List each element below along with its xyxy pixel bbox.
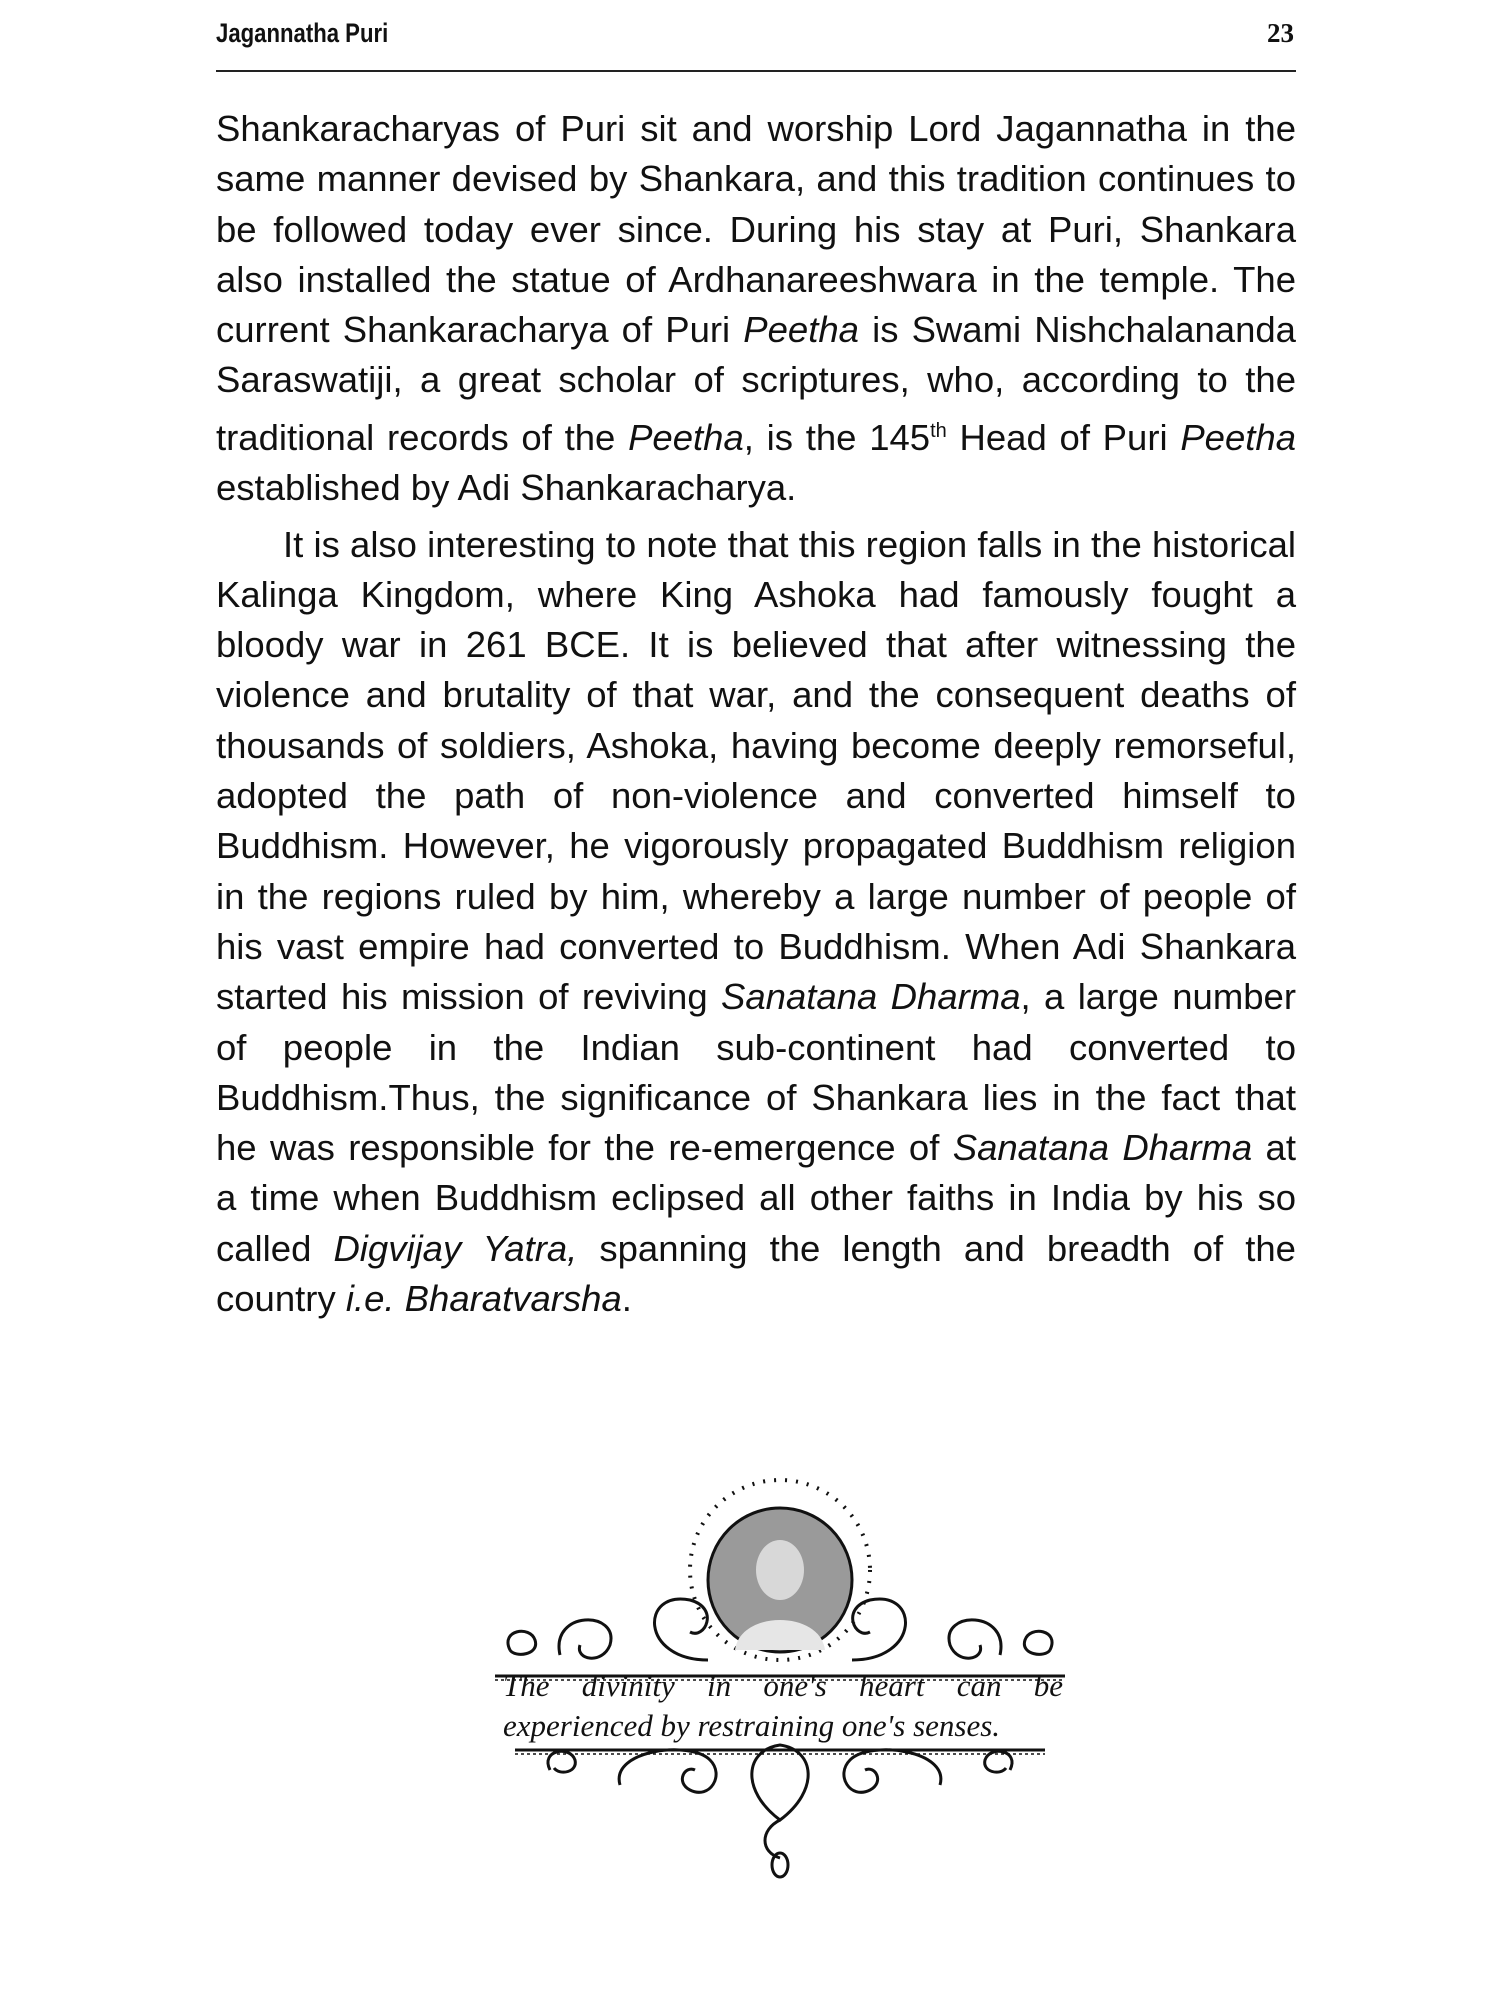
paragraph-1: Shankaracharyas of Puri sit and worship Lord Jagannatha in the same manner devised by Shankara, and this tradition continues to be followed today ever since. During his stay at Puri, Shankara also installed the statue of Ardhanareeshwara in the temple. The current Shankaracharya of Puri Peetha is Swami Nishchalananda Saraswatiji, a great scholar of scriptures, who, according to the traditional records of the Peetha, is the 145th Head of Puri Peetha established by Adi Shankaracharya.: [216, 108, 1297, 509]
scroll-mid-left: [559, 1620, 611, 1658]
running-title: Jagannatha Puri: [216, 18, 389, 48]
ornament-heart: [752, 1745, 808, 1820]
scroll-bottom-mid-left: [619, 1750, 716, 1792]
quote-text: The divinity in one's heart can be experienced by restraining one's senses.: [503, 1668, 1063, 1743]
scroll-mid-right: [949, 1620, 1001, 1658]
paragraph-2: It is also interesting to note that this region falls in the historical Kalinga Kingdom, where King Ashoka had famously fought a bloody war in 261 BCE. It is believed that after witnessing the violence and brutality of that war, and the consequent deaths of thousands of soldiers, Ashoka, having become deeply remorseful, adopted the path of non-violence and converted himself to Buddhism. However, he vigorously propagated Buddhism religion in the regions ruled by him, whereby a large number of people of his vast empire had converted to Buddhism. When Adi Shankara started his mission of reviving Sanatana Dharma, a large number of people in the Indian sub-continent had converted to Buddhism.Thus, the significance of Shankara lies in the fact that he was responsible for the re-emergence of Sanatana Dharma at a time when Buddhism eclipsed all other faiths in India by his so called Digvijay Yatra, spanning the length and breadth of the country i.e. Bharatvarsha.: [216, 523, 1296, 1319]
body-text: [216, 104, 1296, 1324]
scroll-small-right: [1024, 1631, 1052, 1654]
header-rule: [216, 70, 1296, 72]
page-header: [216, 18, 1296, 78]
scroll-small-left: [508, 1631, 536, 1654]
page-number: 23: [1267, 18, 1294, 48]
scroll-bottom-mid-right: [844, 1750, 941, 1792]
scroll-top-right: [852, 1599, 906, 1660]
